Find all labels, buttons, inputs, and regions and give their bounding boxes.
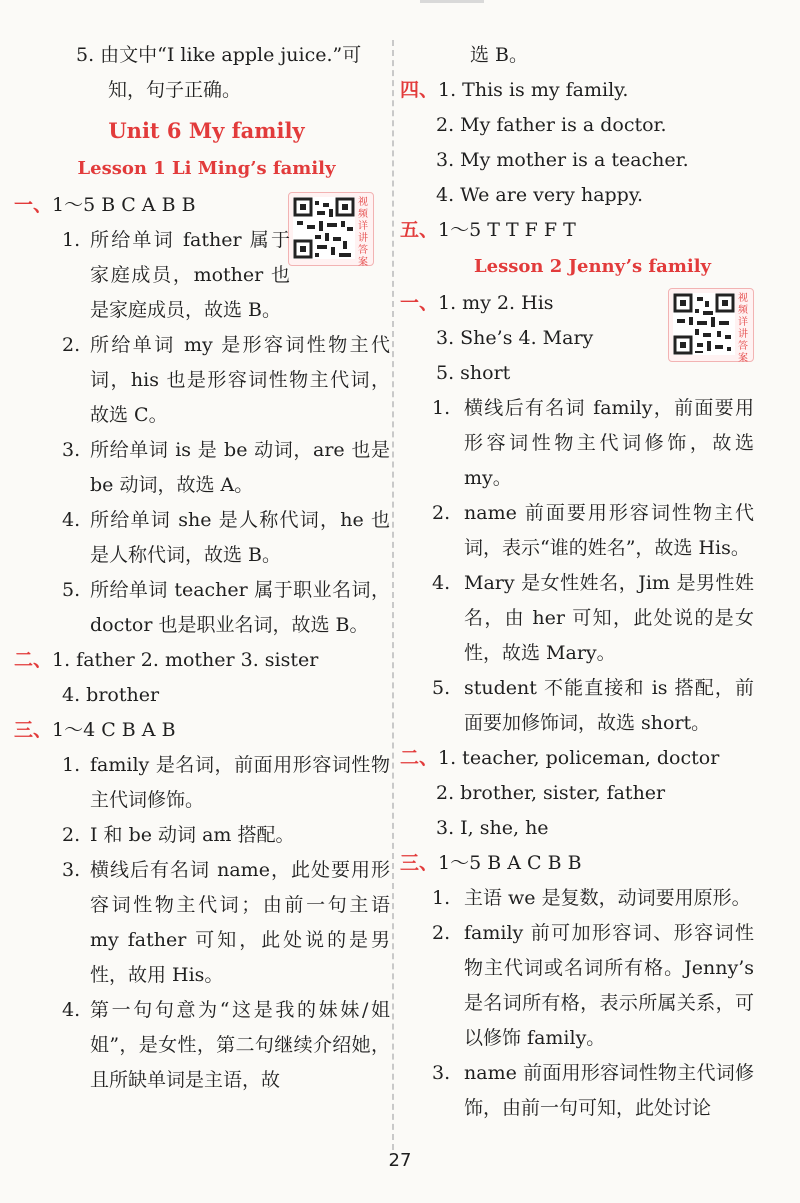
continued-text: 选 B。 xyxy=(470,44,529,66)
explanation-text: 所给单词 teacher 属于职业名词，doctor 也是职业名词，故选 B。 xyxy=(90,579,390,636)
lesson-1-title: Lesson 1 Li Ming’s family xyxy=(77,158,336,179)
item-number: 5. xyxy=(62,579,81,601)
lesson-2-section-1-line1 xyxy=(400,286,785,321)
item-number: 1. xyxy=(432,397,451,419)
section-marker: 一、 xyxy=(14,194,53,216)
section-1-answers xyxy=(14,188,399,223)
answer-key: 1～5 T T F F T xyxy=(438,219,576,241)
answer-key: 1. father 2. mother 3. sister xyxy=(52,649,319,671)
explanation-item xyxy=(400,391,754,496)
section-marker: 四、 xyxy=(400,79,439,101)
answer-key: 1. my 2. His xyxy=(438,292,554,314)
right-column xyxy=(400,38,785,1126)
explanation-text: 第一句句意为“这是我的妹妹/姐姐”，是女性，第二句继续介绍她，且所缺单词是主语，故 xyxy=(90,999,390,1091)
explanation-text: 所给单词 my 是形容词性物主代词，his 也是形容词性物主代词，故选 C。 xyxy=(90,334,390,426)
qr-label: 视频详讲答案 xyxy=(358,197,368,268)
explanation-item xyxy=(400,916,754,1056)
section-4-line1 xyxy=(400,73,785,108)
section-marker: 二、 xyxy=(400,747,439,769)
section-3-answers xyxy=(14,713,399,748)
item-number: 2. xyxy=(432,922,451,944)
answer-key: 5. short xyxy=(436,362,511,384)
explanation-item xyxy=(14,573,390,643)
explanation-item xyxy=(14,853,390,993)
section-2-line1 xyxy=(14,643,399,678)
explanation-item xyxy=(14,748,390,818)
qr-label: 视频详讲答案 xyxy=(738,293,748,364)
explanation-item xyxy=(400,671,754,741)
answer-key: 3. I, she, he xyxy=(436,817,549,839)
explanation-text: 所给单词 father 属于家庭成员，mother 也是家庭成员，故选 B。 xyxy=(90,229,290,321)
prev-question-5-line2: 知，句子正确。 xyxy=(108,79,242,101)
explanation-item xyxy=(14,328,390,433)
unit-title: Unit 6 My family xyxy=(108,118,305,143)
answer-key: 1～4 C B A B xyxy=(52,719,176,741)
lesson-2-section-1 xyxy=(400,286,785,391)
lesson-2-section-3-answers xyxy=(400,846,785,881)
explanation-text: 横线后有名词 name，此处要用形容词性物主代词；由前一句主语 my father 可知，此处说的是男性，故用 His。 xyxy=(90,859,390,986)
item-number: 3. xyxy=(432,1062,451,1084)
item-number: 4. xyxy=(62,509,81,531)
explanation-text: 横线后有名词 family，前面要用形容词性物主代词修饰，故选 my。 xyxy=(464,397,754,489)
item-number: 2. xyxy=(432,502,451,524)
item-number: 3. xyxy=(62,859,81,881)
item-number: 4. xyxy=(432,572,451,594)
explanation-item xyxy=(14,503,390,573)
item-number: 4. xyxy=(62,999,81,1021)
section-marker: 一、 xyxy=(400,292,439,314)
answer-key: 1～5 B A C B B xyxy=(438,852,582,874)
answer-key: 1～5 B C A B B xyxy=(52,194,196,216)
item-number: 2. xyxy=(62,824,81,846)
section-marker: 三、 xyxy=(14,719,53,741)
item-number: 1. xyxy=(62,754,81,776)
section-marker: 五、 xyxy=(400,219,439,241)
answer-sentence: 2. My father is a doctor. xyxy=(436,114,667,136)
item-number: 2. xyxy=(62,334,81,356)
answer-sentence: 4. We are very happy. xyxy=(436,184,644,206)
lesson-2-section-2-line1 xyxy=(400,741,785,776)
explanation-item xyxy=(400,566,754,671)
explanation-text: I 和 be 动词 am 搭配。 xyxy=(90,824,295,846)
explanation-item xyxy=(14,818,390,853)
item-number: 1. xyxy=(62,229,81,251)
top-mark xyxy=(420,0,484,3)
explanation-item xyxy=(400,496,754,566)
section-marker: 二、 xyxy=(14,649,53,671)
item-number: 5. xyxy=(432,677,451,699)
explanation-text: name 前面用形容词性物主代词修饰，由前一句可知，此处讨论 xyxy=(464,1062,754,1119)
answer-sentence: 1. This is my family. xyxy=(438,79,629,101)
explanation-item xyxy=(400,881,754,916)
explanation-text: family 前可加形容词、形容词性物主代词或名词所有格。Jenny’s 是名词所有格，表示所属关系，可以修饰 family。 xyxy=(464,922,754,1049)
section-marker: 三、 xyxy=(400,852,439,874)
explanation-item xyxy=(400,1056,754,1126)
explanation-text: family 是名词，前面用形容词性物主代词修饰。 xyxy=(90,754,390,811)
explanation-text: Mary 是女性姓名，Jim 是男性姓名，由 her 可知，此处说的是女性，故选 Mary。 xyxy=(464,572,754,664)
explanation-text: 所给单词 she 是人称代词，he 也是人称代词，故选 B。 xyxy=(90,509,390,566)
explanation-text: name 前面要用形容词性物主代词，表示“谁的姓名”，故选 His。 xyxy=(464,502,754,559)
page-number: 27 xyxy=(388,1150,412,1171)
answer-key: 1. teacher, policeman, doctor xyxy=(438,747,720,769)
prev-question-5-line1: 5. 由文中“I like apple juice.”可 xyxy=(76,44,362,66)
explanation-text: 所给单词 is 是 be 动词，are 也是 be 动词，故选 A。 xyxy=(90,439,390,496)
section-1 xyxy=(14,188,399,328)
answer-sentence: 3. My mother is a teacher. xyxy=(436,149,689,171)
explanation-item xyxy=(14,433,390,503)
left-column xyxy=(14,38,399,1098)
answer-key: 3. She’s 4. Mary xyxy=(436,327,594,349)
item-number: 1. xyxy=(432,887,451,909)
answer-key: 2. brother, sister, father xyxy=(436,782,666,804)
lesson-2-title: Lesson 2 Jenny’s family xyxy=(473,256,712,277)
explanation-text: 主语 we 是复数，动词要用原形。 xyxy=(464,887,751,909)
item-number: 3. xyxy=(62,439,81,461)
explanation-item xyxy=(14,223,290,328)
section-5-answers xyxy=(400,213,785,248)
explanation-text: student 不能直接和 is 搭配，前面要加修饰词，故选 short。 xyxy=(464,677,754,734)
explanation-item xyxy=(14,993,390,1098)
section-2-line2: 4. brother xyxy=(62,684,160,706)
